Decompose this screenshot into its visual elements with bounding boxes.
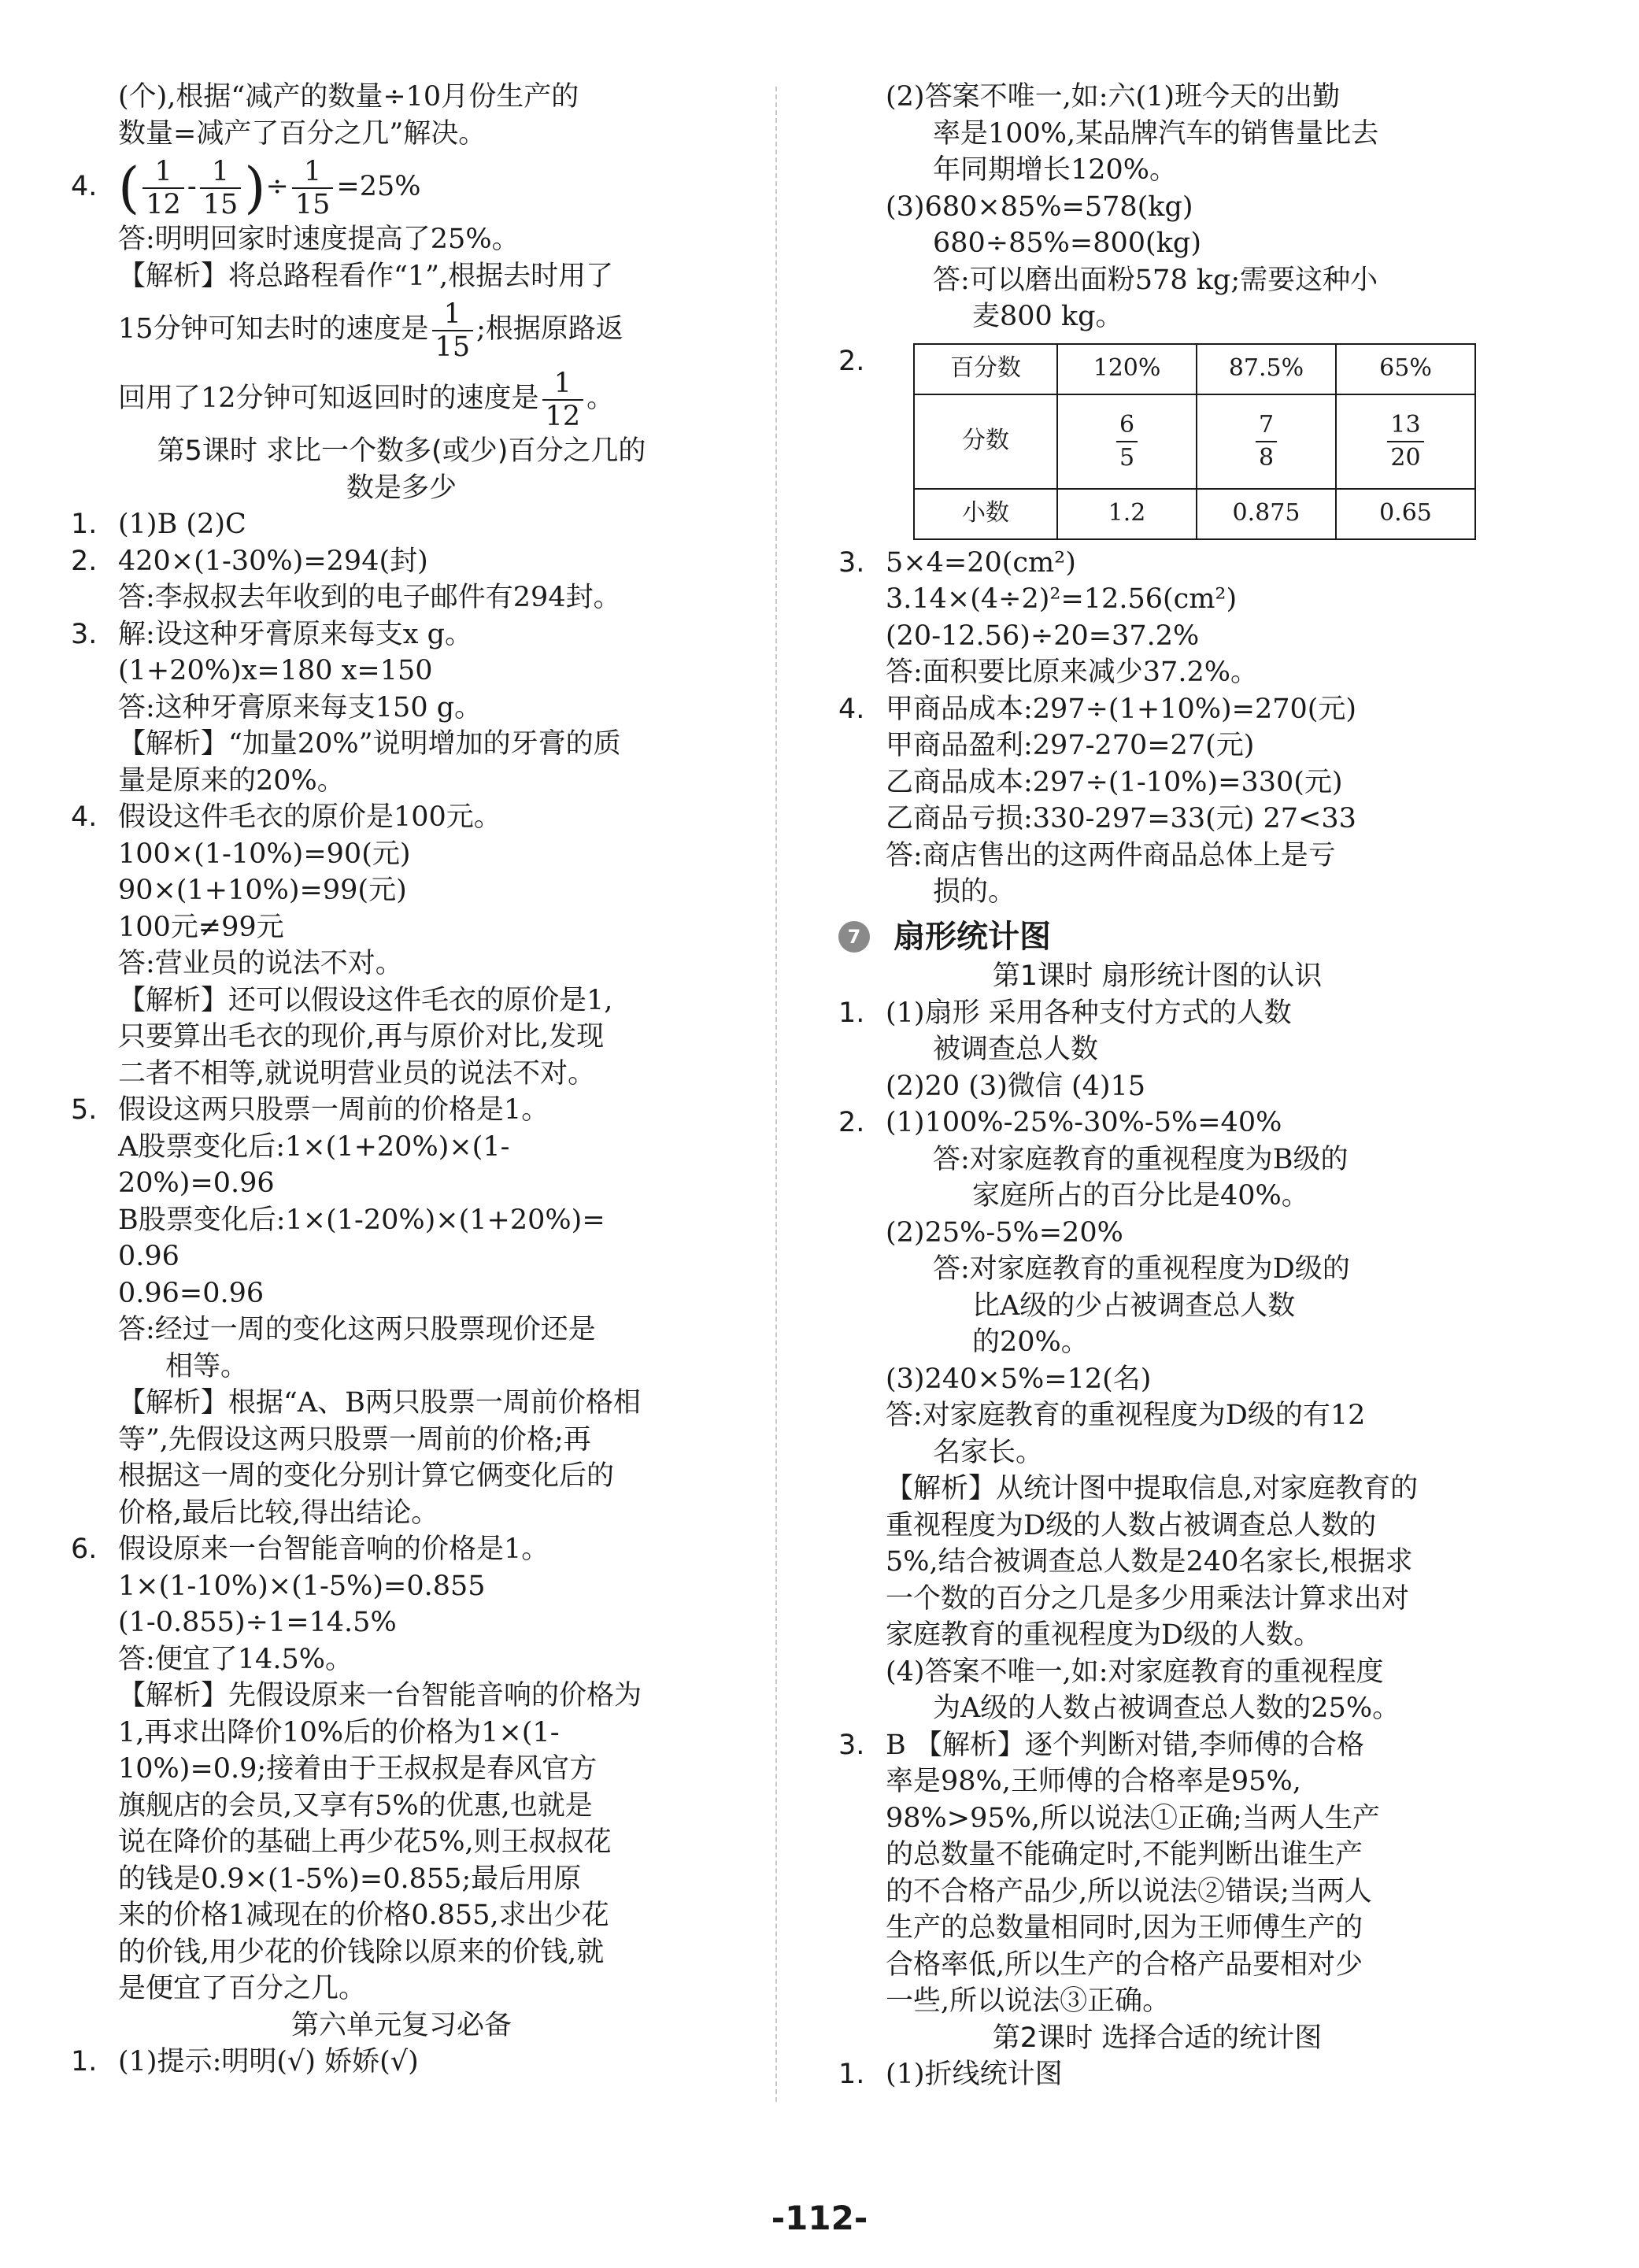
calculation: 0.96: [118, 1241, 179, 1272]
solution-line: 假设这件毛衣的原价是100元。: [118, 801, 501, 833]
explanation-line: B 【解析】逐个判断对错,李师傅的合格: [886, 1729, 1364, 1761]
answer-line: (1)B (2)C: [118, 509, 246, 540]
question-number: 3.: [838, 1729, 865, 1761]
explanation-line: 回用了12分钟可知返回时的速度是 $\frac{1}{12}$ 。: [118, 367, 615, 432]
answer-line: 答:商店售出的这两件商品总体上是亏: [886, 839, 1336, 871]
lesson-title: 第2课时 选择合适的统计图: [992, 2022, 1323, 2054]
answer-line: (4)答案不唯一,如:对家庭教育的重视程度: [886, 1656, 1384, 1688]
section-header: [838, 919, 1476, 956]
question-number: 6.: [71, 1534, 98, 1565]
explanation-line: 1,再求出降价10%后的价格为1×(1-: [118, 1716, 560, 1748]
explanation-line: 的钱是0.9×(1-5%)=0.855;最后用原: [118, 1863, 582, 1895]
calculation: 90×(1+10%)=99(元): [118, 875, 407, 906]
explanation-line: 量是原来的20%。: [118, 764, 345, 797]
right-column: [838, 79, 1476, 2093]
question-number: 1.: [838, 2059, 865, 2090]
calculation: (3)240×5%=12(名): [886, 1363, 1152, 1395]
text-line: (个),根据“减产的数量÷10月份生产的: [118, 81, 579, 113]
fraction: $\frac{1}{12}$: [542, 368, 584, 432]
calculation: 5×4=20(cm²): [886, 546, 1076, 579]
calculation: (20-12.56)÷20=37.2%: [886, 620, 1200, 652]
explanation-line: 【解析】“加量20%”说明增加的牙膏的质: [118, 728, 621, 760]
answer-line: 家庭所占的百分比是40%。: [972, 1180, 1309, 1212]
question-4-equation: 4. ( $\frac{1}{12}$ - $\frac{1}{15}$ )÷ $\frac{1}{15}$ =25%: [71, 152, 732, 221]
calculation: B股票变化后:1×(1-20%)×(1+20%)=: [118, 1204, 605, 1236]
calculation: 20%)=0.96: [118, 1167, 275, 1199]
explanation-line: 二者不相等,就说明营业员的说法不对。: [118, 1057, 596, 1090]
review-title: 第六单元复习必备: [290, 2009, 512, 2041]
question-number: 2.: [71, 545, 98, 577]
calculation: 420×(1-30%)=294(封): [118, 545, 428, 577]
answer-line: 答:便宜了14.5%。: [118, 1643, 353, 1675]
lesson-title: 第1课时 扇形统计图的认识: [992, 960, 1323, 992]
answer-line: 为A级的人数占被调查总人数的25%。: [933, 1693, 1400, 1724]
section-number-badge: 7: [838, 921, 870, 953]
conversion-table: [913, 343, 1476, 540]
explanation-line: 旗舰店的会员,又享有5%的优惠,也就是: [118, 1789, 593, 1822]
question-number: 4.: [838, 693, 865, 725]
question-number: 1.: [838, 997, 865, 1029]
column-divider: [775, 87, 777, 2102]
calculation: 甲商品成本:297÷(1+10%)=270(元): [886, 693, 1357, 725]
question-number: 1.: [71, 2046, 98, 2077]
calculation: A股票变化后:1×(1+20%)×(1-: [118, 1130, 510, 1163]
page-number: -112-: [771, 2199, 868, 2237]
text-line: 数量=减产了百分之几”解决。: [118, 117, 487, 150]
table-cell: $\frac{6}{5}$: [1057, 394, 1197, 489]
table-row: [914, 489, 1475, 539]
question-number: 3.: [71, 618, 98, 650]
table-cell: 87.5%: [1197, 344, 1336, 394]
answer-line: 麦800 kg。: [972, 301, 1123, 332]
explanation-line: 一些,所以说法③正确。: [886, 1985, 1171, 2017]
left-column: [71, 79, 732, 2081]
answer-line: (1)折线统计图: [886, 2059, 1063, 2090]
answer-line: (1)扇形 采用各种支付方式的人数: [886, 997, 1292, 1029]
explanation-line: 合格率低,所以生产的合格产品要相对少: [886, 1948, 1363, 1981]
table-header-cell: 分数: [914, 394, 1057, 489]
question-2-table-block: [838, 343, 1476, 540]
lesson-title: 第5课时 求比一个数多(或少)百分之几的: [157, 435, 646, 467]
answer-line: (2)20 (3)微信 (4)15: [886, 1070, 1146, 1102]
table-cell: 0.65: [1336, 489, 1475, 539]
calculation: 680÷85%=800(kg): [933, 228, 1201, 259]
explanation-line: 家庭教育的重视程度为D级的人数。: [886, 1619, 1322, 1651]
question-number: 4.: [71, 171, 98, 202]
explanation-line: 来的价格1减现在的价格0.855,求出少花: [118, 1900, 609, 1931]
question-number: 1.: [71, 509, 98, 540]
calculation: (1-0.855)÷1=14.5%: [118, 1607, 397, 1638]
explanation-line: 生产的总数量相同时,因为王师傅生产的: [886, 1912, 1363, 1944]
explanation-line: 重视程度为D级的人数占被调查总人数的: [886, 1509, 1377, 1541]
solution-line: 解:设这种牙膏原来每支x g。: [118, 618, 473, 650]
explanation-line: 【解析】将总路程看作“1”,根据去时用了: [118, 260, 614, 292]
answer-line: 答:营业员的说法不对。: [118, 948, 403, 979]
table-cell: 65%: [1336, 344, 1475, 394]
answer-line: 答:明明回家时速度提高了25%。: [118, 224, 520, 255]
calculation: 1×(1-10%)×(1-5%)=0.855: [118, 1570, 486, 1602]
explanation-line: 【解析】从统计图中提取信息,对家庭教育的: [886, 1473, 1419, 1504]
calculation: 100元≠99元: [118, 911, 284, 943]
explanation-line: 等”,先假设这两只股票一周前的价格;再: [118, 1423, 591, 1456]
table-header-cell: 百分数: [914, 344, 1057, 394]
table-cell: $\frac{13}{20}$: [1336, 394, 1475, 489]
explanation-line: 是便宜了百分之几。: [118, 1973, 367, 2004]
solution-line: 假设原来一台智能音响的价格是1。: [118, 1534, 549, 1565]
answer-line: 的20%。: [972, 1326, 1089, 1358]
table-row: [914, 394, 1475, 489]
answer-line: 答:这种牙膏原来每支150 g。: [118, 691, 483, 723]
calculation: 乙商品成本:297÷(1-10%)=330(元): [886, 766, 1343, 798]
question-number: 2.: [838, 1107, 865, 1138]
answer-line: 答:李叔叔去年收到的电子邮件有294封。: [118, 582, 621, 613]
calculation: (3)680×85%=578(kg): [886, 191, 1193, 223]
explanation-line: 的总数量不能确定时,不能判断出谁生产: [886, 1839, 1363, 1870]
answer-line: 相等。: [165, 1350, 249, 1382]
calculation: 0.96=0.96: [118, 1277, 265, 1309]
explanation-line: 一个数的百分之几是多少用乘法计算求出对: [886, 1582, 1410, 1615]
question-number: 3.: [838, 546, 865, 579]
answer-line: 损的。: [933, 876, 1016, 908]
answer-line: 答:可以磨出面粉578 kg;需要这种小: [933, 264, 1378, 296]
fraction: $\frac{1}{12}$: [142, 156, 184, 220]
calculation: 3.14×(4÷2)²=12.56(cm²): [886, 583, 1238, 615]
question-number: 4.: [71, 801, 98, 833]
calculation: (1)100%-25%-30%-5%=40%: [886, 1107, 1282, 1138]
explanation-line: 根据这一周的变化分别计算它俩变化后的: [118, 1460, 615, 1492]
table-cell: 0.875: [1197, 489, 1336, 539]
explanation-line: 【解析】先假设原来一台智能音响的价格为: [118, 1680, 642, 1711]
calculation: 甲商品盈利:297-270=27(元): [886, 730, 1255, 761]
answer-line: 答:对家庭教育的重视程度为B级的: [933, 1143, 1349, 1175]
answer-line: 名家长。: [933, 1436, 1044, 1468]
explanation-line: 【解析】还可以假设这件毛衣的原价是1,: [118, 984, 613, 1016]
explanation-line: 98%>95%,所以说法①正确;当两人生产: [886, 1802, 1380, 1834]
answer-line: 被调查总人数: [933, 1034, 1099, 1065]
answer-line: 答:对家庭教育的重视程度为D级的有12: [886, 1400, 1366, 1431]
explanation-line: 只要算出毛衣的现价,再与原价对比,发现: [118, 1021, 605, 1053]
solution-line: 假设这两只股票一周前的价格是1。: [118, 1094, 549, 1126]
explanation-line: 10%)=0.9;接着由于王叔叔是春风官方: [118, 1753, 598, 1785]
calculation: (1+20%)x=180 x=150: [118, 655, 433, 686]
table-cell: 1.2: [1057, 489, 1197, 539]
answer-line: 答:面积要比原来减少37.2%。: [886, 657, 1258, 688]
explanation-line: 价格,最后比较,得出结论。: [118, 1497, 439, 1529]
question-number: 2.: [838, 345, 865, 377]
text-line: 率是100%,某品牌汽车的销售量比去: [933, 117, 1379, 150]
table-cell: 120%: [1057, 344, 1197, 394]
fraction: $\frac{1}{15}$: [292, 156, 334, 220]
fraction: $\frac{1}{15}$: [200, 156, 242, 220]
lesson-title: 数是多少: [346, 472, 457, 504]
explanation-line: 5%,结合被调查总人数是240名家长,根据求: [886, 1546, 1413, 1578]
section-title: 扇形统计图: [893, 918, 1051, 955]
explanation-line: 15分钟可知去时的速度是 $\frac{1}{15}$ ;根据原路返: [118, 298, 623, 363]
text-line: 年同期增长120%。: [933, 154, 1178, 186]
table-row: [914, 344, 1475, 394]
calculation: (2)25%-5%=20%: [886, 1216, 1123, 1249]
answer-line: 答:经过一周的变化这两只股票现价还是: [118, 1314, 596, 1345]
calculation: 乙商品亏损:330-297=33(元) 27<33: [886, 803, 1356, 834]
explanation-line: 的不合格产品少,所以说法②错误;当两人: [886, 1875, 1372, 1907]
explanation-line: 率是98%,王师傅的合格率是95%,: [886, 1766, 1301, 1797]
answer-line: 答:对家庭教育的重视程度为D级的: [933, 1253, 1350, 1285]
explanation-line: 的价钱,用少花的价钱除以原来的价钱,就: [118, 1936, 605, 1968]
explanation-line: 【解析】根据“A、B两只股票一周前价格相: [118, 1387, 641, 1419]
answer-line: (1)提示:明明(√) 娇娇(√): [118, 2046, 419, 2077]
calculation: 100×(1-10%)=90(元): [118, 838, 411, 870]
table-cell: $\frac{7}{8}$: [1197, 394, 1336, 489]
explanation-line: 说在降价的基础上再少花5%,则王叔叔花: [118, 1826, 612, 1858]
table-header-cell: 小数: [914, 489, 1057, 539]
text-line: (2)答案不唯一,如:六(1)班今天的出勤: [886, 81, 1341, 113]
answer-line: 比A级的少占被调查总人数: [972, 1289, 1296, 1322]
question-number: 5.: [71, 1094, 98, 1126]
fraction: $\frac{1}{15}$: [432, 298, 474, 363]
